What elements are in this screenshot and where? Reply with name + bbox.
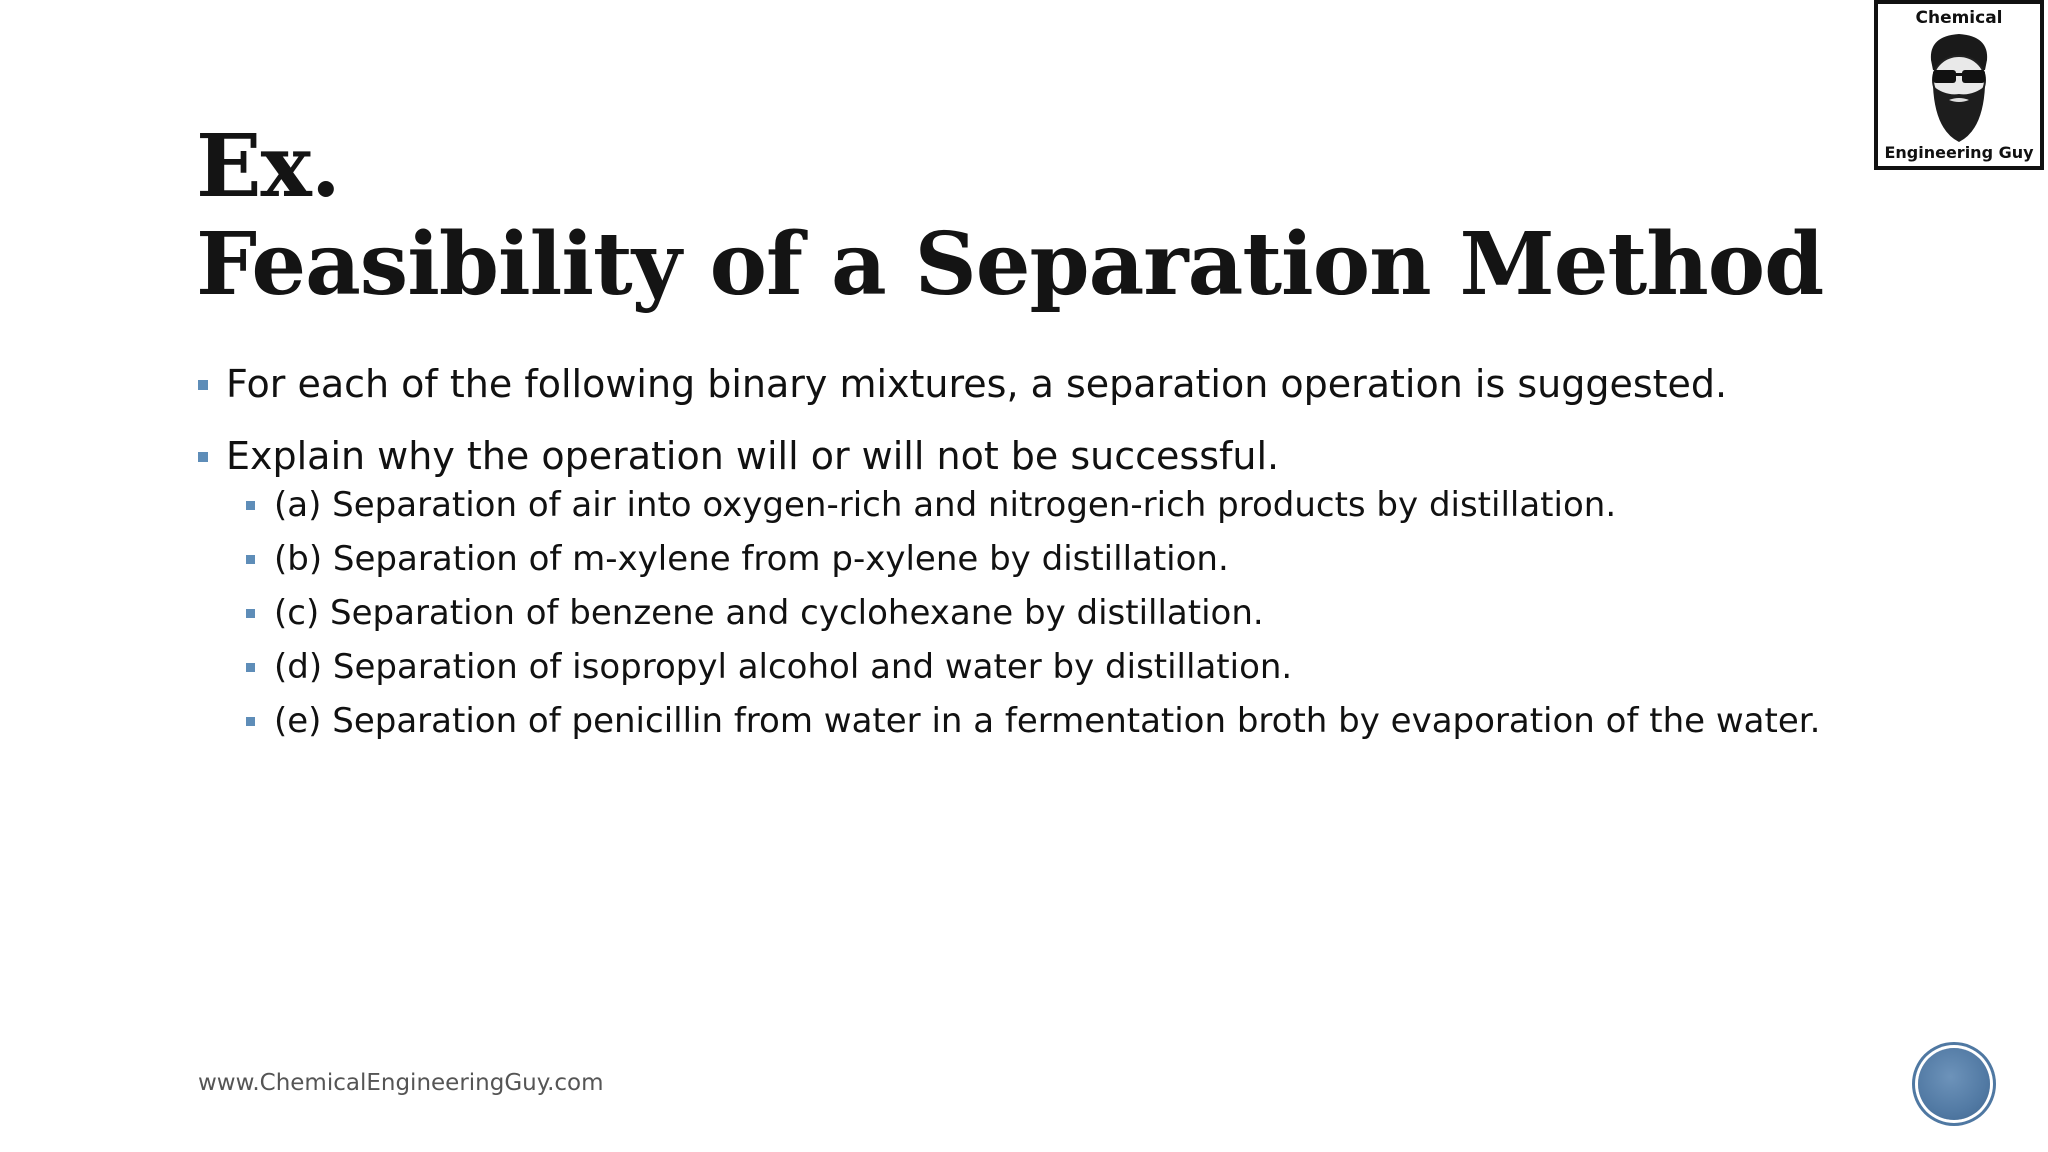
- bullet-item: [196, 428, 1820, 748]
- bullet-item: For each of the following binary mixtures, a separation operation is suggested.: [196, 356, 1820, 412]
- title-line-1: Ex.: [196, 116, 340, 217]
- slide-nav-button[interactable]: [1918, 1048, 1990, 1120]
- logo-top-text: Chemical: [1915, 8, 2003, 28]
- channel-logo: [1874, 0, 2044, 170]
- bullet-text: Explain why the operation will or will not be successful.: [226, 434, 1280, 478]
- sub-bullet-item: (c) Separation of benzene and cyclohexane by distillation.: [244, 586, 1820, 640]
- bullet-list: [196, 356, 1820, 748]
- sub-bullet-item: (a) Separation of air into oxygen-rich and nitrogen-rich products by distillation.: [244, 478, 1820, 532]
- sub-bullet-item: (e) Separation of penicillin from water in a fermentation broth by evaporation of the water.: [244, 694, 1820, 748]
- slide-title: [196, 118, 1823, 314]
- sub-bullet-item: (b) Separation of m-xylene from p-xylene by distillation.: [244, 532, 1820, 586]
- title-line-2: Feasibility of a Separation Method: [196, 214, 1824, 315]
- logo-bottom-text: Engineering Guy: [1884, 143, 2034, 162]
- sub-bullet-list: [226, 478, 1820, 748]
- bearded-man-sunglasses-icon: [1921, 30, 1997, 146]
- footer-url: www.ChemicalEngineeringGuy.com: [198, 1070, 604, 1096]
- sub-bullet-item: (d) Separation of isopropyl alcohol and water by distillation.: [244, 640, 1820, 694]
